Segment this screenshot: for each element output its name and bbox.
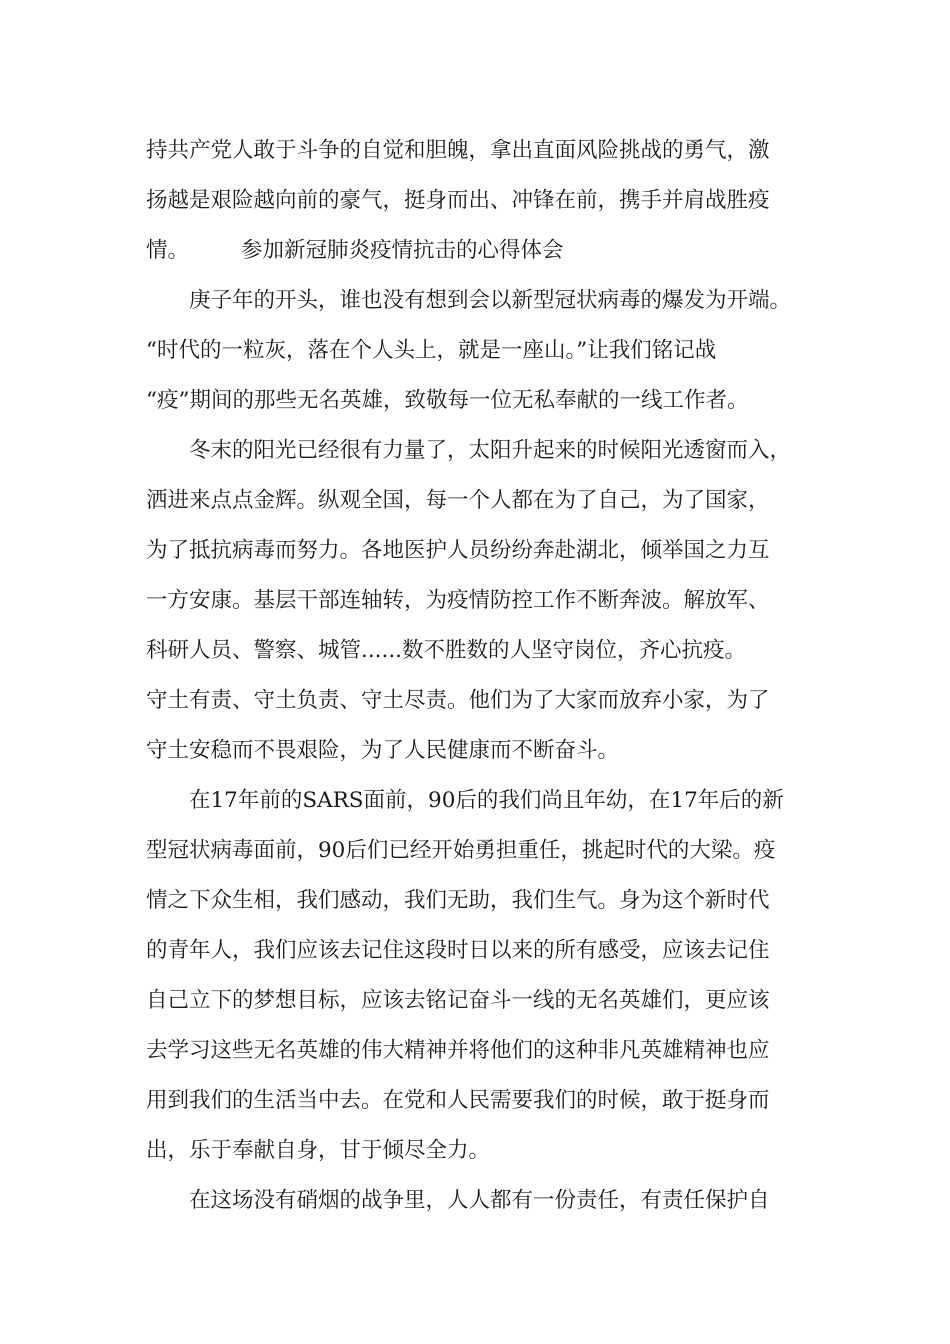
text-line: 守土有责、守土负责、守土尽责。他们为了大家而放弃小家，为了 [146, 688, 770, 713]
text-line: 为了抵抗病毒而努力。各地医护人员纷纷奔赴湖北，倾举国之力互 [146, 538, 770, 563]
text-line: “时代的一粒灰，落在个人头上，就是一座山。”让我们铭记战 [146, 338, 717, 363]
text-line: 科研人员、警察、城管......数不胜数的人坚守岗位，齐心抗疫。 [146, 638, 747, 663]
text-line-with-title [146, 236, 564, 266]
paragraph-start: 冬末的阳光已经很有力量了，太阳升起来的时候阳光透窗而入， [189, 438, 792, 463]
text-line: 用到我们的生活当中去。在党和人民需要我们的时候，敢于挺身而 [146, 1088, 770, 1113]
text-line: 情之下众生相，我们感动，我们无助，我们生气。身为这个新时代 [146, 888, 770, 913]
text-line: “疫”期间的那些无名英雄，致敬每一位无私奉献的一线工作者。 [146, 388, 749, 413]
document-title: 参加新冠肺炎疫情抗击的心得体会 [241, 238, 564, 263]
text-line: 去学习这些无名英雄的伟大精神并将他们的这种非凡英雄精神也应 [146, 1038, 770, 1063]
text-line: 一方安康。基层干部连轴转，为疫情防控工作不断奔波。解放军、 [146, 588, 770, 613]
text-line: 扬越是艰险越向前的豪气，挺身而出、冲锋在前，携手并肩战胜疫 [146, 188, 770, 213]
text-line: 的青年人，我们应该去记住这段时日以来的所有感受，应该去记住 [146, 938, 770, 963]
text-line: 守土安稳而不畏艰险，为了人民健康而不断奋斗。 [146, 738, 620, 763]
paragraph-start: 庚子年的开头，谁也没有想到会以新型冠状病毒的爆发为开端。 [189, 288, 792, 313]
text-line: 型冠状病毒面前，90后们已经开始勇担重任，挑起时代的大梁。疫 [146, 838, 776, 863]
paragraph-start: 在17年前的SARS面前，90后的我们尚且年幼，在17年后的新 [189, 788, 784, 813]
text-line: 出，乐于奉献自身，甘于倾尽全力。 [146, 1138, 491, 1163]
text-line: 持共产党人敢于斗争的自觉和胆魄，拿出直面风险挑战的勇气，激 [146, 138, 770, 163]
text-line: 情。 [146, 238, 190, 263]
paragraph-start: 在这场没有硝烟的战争里，人人都有一份责任，有责任保护自 [189, 1188, 770, 1213]
text-line: 自己立下的梦想目标，应该去铭记奋斗一线的无名英雄们，更应该 [146, 988, 770, 1013]
text-line: 洒进来点点金辉。纵观全国，每一个人都在为了自己，为了国家， [146, 488, 770, 513]
